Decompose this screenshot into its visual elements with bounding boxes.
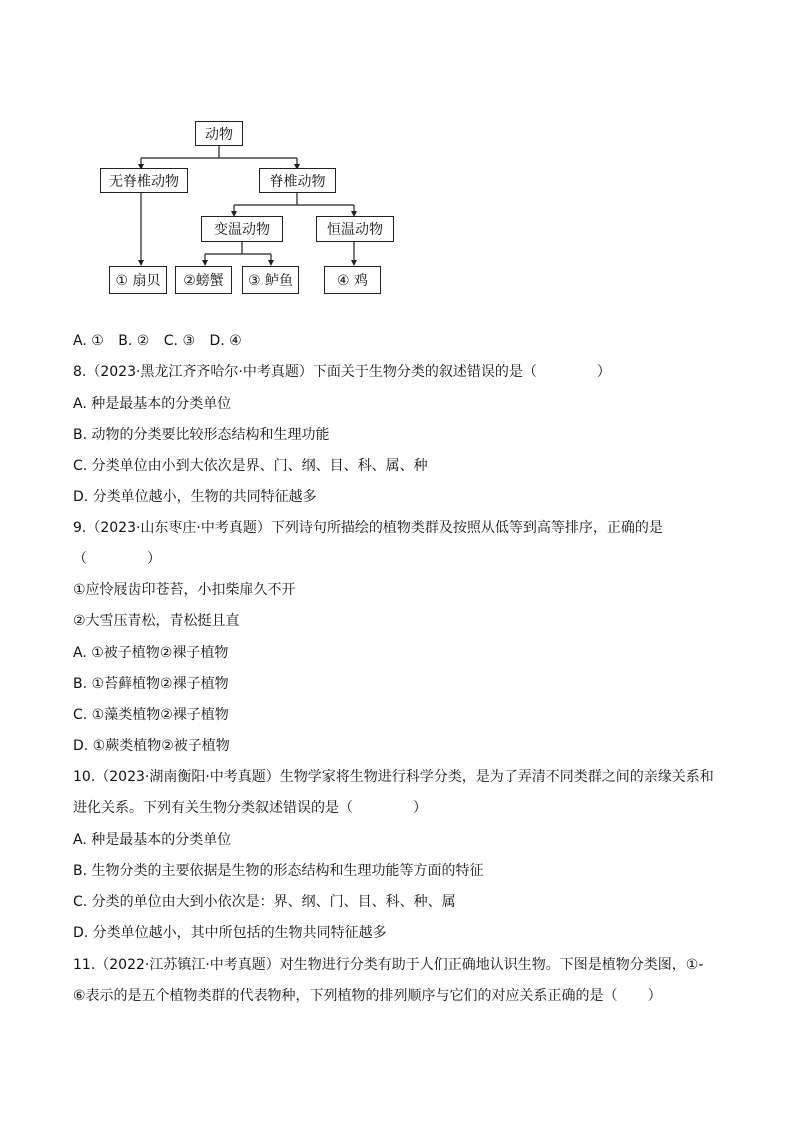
q8-option-c[interactable]: C. 分类单位由小到大依次是界、门、纲、目、科、属、种 — [73, 458, 428, 474]
q7-options — [73, 331, 252, 351]
q9-option-a[interactable]: A. ①被子植物②裸子植物 — [73, 645, 229, 661]
leaf-perch: ③ 鲈鱼 — [242, 266, 299, 294]
node-cold-blooded: 变温动物 — [201, 216, 283, 242]
q11-stem-line2: ⑥表示的是五个植物类群的代表物种，下列植物的排列顺序与它们的对应关系正确的是（ ） — [73, 988, 662, 1004]
q8-option-b[interactable]: B. 动物的分类要比较形态结构和生理功能 — [73, 427, 330, 443]
q9-poem-1: ①应怜屐齿印苍苔，小扣柴扉久不开 — [73, 582, 296, 598]
q10-stem-line1: 10.（2023·湖南衡阳·中考真题）生物学家将生物进行科学分类，是为了弄清不同类群之间的亲缘关系和 — [73, 769, 714, 785]
leaf-scallop: ① 扇贝 — [109, 266, 167, 294]
q7-option-c[interactable]: C. ③ — [163, 333, 195, 349]
q9-option-d[interactable]: D. ①蕨类植物②被子植物 — [73, 738, 230, 754]
q9-stem: 9.（2023·山东枣庄·中考真题）下列诗句所描绘的植物类群及按照从低等到高等排序，正确的是 — [73, 520, 663, 536]
q9-option-b[interactable]: B. ①苔藓植物②裸子植物 — [73, 676, 229, 692]
q8-stem: 8.（2023·黑龙江齐齐哈尔·中考真题）下面关于生物分类的叙述错误的是（ ） — [73, 364, 611, 380]
q8-option-d[interactable]: D. 分类单位越小，生物的共同特征越多 — [73, 489, 317, 505]
q7-option-d[interactable]: D. ④ — [209, 333, 242, 349]
q9-answer-blank: （ ） — [73, 551, 161, 567]
leaf-crab: ②螃蟹 — [175, 266, 232, 294]
q7-option-a[interactable]: A. ① — [73, 333, 104, 349]
diagram-connectors — [0, 0, 794, 310]
classification-diagram — [0, 0, 794, 310]
q7-option-b[interactable]: B. ② — [118, 333, 150, 349]
q11-stem-line1: 11.（2022·江苏镇江·中考真题）对生物进行分类有助于人们正确地认识生物。下图是植物分类图，①- — [73, 957, 704, 973]
q10-option-a[interactable]: A. 种是最基本的分类单位 — [73, 832, 232, 848]
q10-option-c[interactable]: C. 分类的单位由大到小依次是：界、纲、门、目、科、种、属 — [73, 894, 456, 910]
node-vertebrate: 脊椎动物 — [259, 168, 336, 193]
q10-option-b[interactable]: B. 生物分类的主要依据是生物的形态结构和生理功能等方面的特征 — [73, 863, 484, 879]
node-warm-blooded: 恒温动物 — [316, 216, 394, 242]
q10-stem-line2: 进化关系。下列有关生物分类叙述错误的是（ ） — [73, 800, 427, 816]
q9-option-c[interactable]: C. ①藻类植物②裸子植物 — [73, 707, 229, 723]
node-invertebrate: 无脊椎动物 — [100, 168, 188, 193]
q9-poem-2: ②大雪压青松，青松挺且直 — [73, 613, 240, 629]
q10-option-d[interactable]: D. 分类单位越小，其中所包括的生物共同特征越多 — [73, 925, 387, 941]
q8-option-a[interactable]: A. 种是最基本的分类单位 — [73, 396, 232, 412]
node-animal: 动物 — [195, 121, 243, 146]
leaf-chicken: ④ 鸡 — [324, 266, 381, 294]
